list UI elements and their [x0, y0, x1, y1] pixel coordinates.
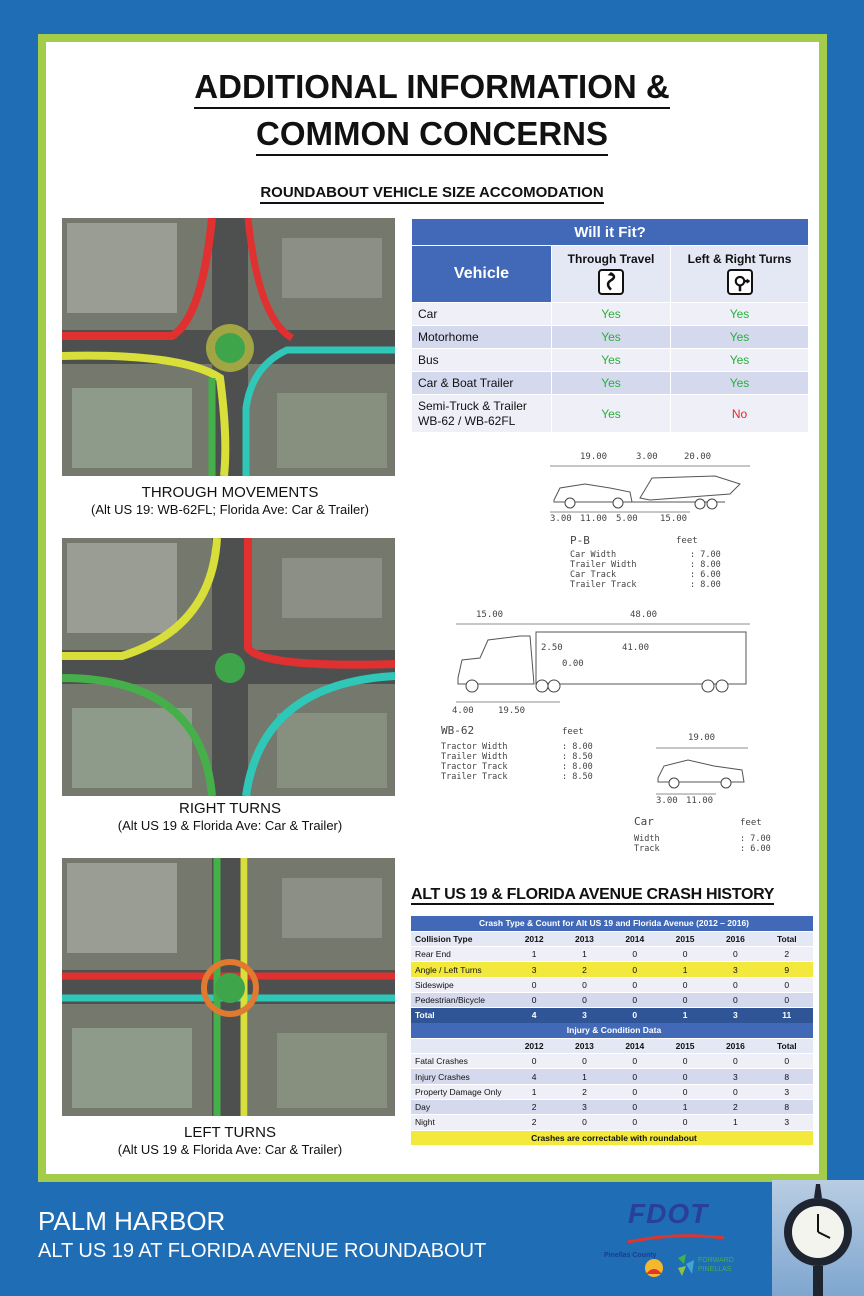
row-label: Night [411, 1115, 509, 1130]
table1-col-3: 2014 [610, 931, 660, 946]
row-value: 0 [610, 1069, 660, 1084]
row-value: 0 [610, 1099, 660, 1114]
row-label: Injury Crashes [411, 1069, 509, 1084]
row-value: 3 [710, 1008, 760, 1023]
caption-right-turns: RIGHT TURNS (Alt US 19 & Florida Ave: Car & Trailer) [117, 800, 343, 833]
row-value: 0 [761, 1054, 813, 1069]
table2-col-4: 2015 [660, 1038, 710, 1053]
row-value: 3 [761, 1115, 813, 1130]
row-value: 0 [509, 992, 559, 1007]
row-label: Fatal Crashes [411, 1054, 509, 1069]
forward-pinellas-icon [676, 1252, 696, 1278]
row-value: 0 [761, 977, 813, 992]
row-value: 1 [559, 947, 609, 962]
fit-row-bus: Bus Yes Yes [412, 349, 809, 372]
row-value: 1 [660, 962, 710, 977]
table-row [411, 1054, 813, 1069]
row-value: 3 [509, 962, 559, 977]
table2-col-1: 2012 [509, 1038, 559, 1053]
row-value: 0 [660, 1054, 710, 1069]
row-value: 0 [610, 1115, 660, 1130]
row-value: 8 [761, 1099, 813, 1114]
table2-col-3: 2014 [610, 1038, 660, 1053]
row-value: 3 [761, 1084, 813, 1099]
table1-col-1: 2012 [509, 931, 559, 946]
fdot-logo: FDOT [628, 1198, 709, 1229]
row-value: 0 [559, 1054, 609, 1069]
row-value: 0 [710, 992, 760, 1007]
table-row [411, 1008, 813, 1023]
table-row [411, 962, 813, 977]
table2-col-0 [411, 1038, 509, 1053]
row-value: 1 [559, 1069, 609, 1084]
turns-icon [727, 269, 753, 295]
row-value: 0 [610, 947, 660, 962]
row-value: 0 [660, 1069, 710, 1084]
will-it-fit-table [411, 218, 809, 433]
row-value: 1 [509, 947, 559, 962]
row-value: 2 [509, 1099, 559, 1114]
row-value: 0 [710, 977, 760, 992]
page-title-line2: COMMON CONCERNS [0, 117, 864, 150]
col-left-right-turns: Left & Right Turns [671, 246, 809, 303]
table-row [411, 1084, 813, 1099]
row-value: 0 [610, 1008, 660, 1023]
row-value: 0 [660, 1115, 710, 1130]
table1-col-6: Total [761, 931, 813, 946]
fdot-swoosh-icon [626, 1234, 726, 1244]
aerial-through-movements [62, 218, 395, 476]
row-value: 1 [509, 1084, 559, 1099]
row-value: 0 [761, 992, 813, 1007]
car-boat-trailer-diagram [540, 458, 760, 518]
row-value: 3 [559, 1008, 609, 1023]
wb62-truck-diagram [450, 618, 760, 708]
table2-col-6: Total [761, 1038, 813, 1053]
row-value: 3 [710, 962, 760, 977]
sun-icon [642, 1254, 666, 1280]
row-value: 2 [761, 947, 813, 962]
fit-row-car: Car Yes Yes [412, 303, 809, 326]
row-value: 4 [509, 1008, 559, 1023]
col-through-travel: Through Travel [552, 246, 671, 303]
footer-project: ALT US 19 AT FLORIDA AVENUE ROUNDABOUT [38, 1240, 487, 1262]
row-value: 0 [559, 992, 609, 1007]
row-value: 0 [660, 977, 710, 992]
car-diagram [652, 744, 752, 800]
crash-history-heading: ALT US 19 & FLORIDA AVENUE CRASH HISTORY [411, 886, 775, 903]
row-value: 3 [559, 1099, 609, 1114]
caption-through: THROUGH MOVEMENTS (Alt US 19: WB-62FL; Florida Ave: Car & Trailer) [91, 484, 369, 517]
table-row [411, 977, 813, 992]
row-value: 0 [660, 992, 710, 1007]
row-value: 2 [559, 962, 609, 977]
row-label: Rear End [411, 947, 509, 962]
row-value: 9 [761, 962, 813, 977]
row-value: 0 [610, 1054, 660, 1069]
row-value: 1 [710, 1115, 760, 1130]
section-subtitle: ROUNDABOUT VEHICLE SIZE ACCOMODATION [0, 184, 864, 201]
table-row [411, 1115, 813, 1130]
row-label: Angle / Left Turns [411, 962, 509, 977]
table-row [411, 947, 813, 962]
table1-col-2: 2013 [559, 931, 609, 946]
injury-condition-table: Injury & Condition Data 2012 2013 2014 2015 2016 Total Fatal Crashes 0 0 0 0 0 0 Injury Crashes 4 1 0 0 3 8 Property Damage Only 1 2 0 0 0 3 Day 2 3 0 1 2 8 Night 2 0 0 0 1 3 Crashes are correctable with roundabout [411, 1023, 813, 1146]
forward-pinellas-logo: FORWARD PINELLAS [698, 1257, 734, 1273]
row-value: 0 [610, 977, 660, 992]
row-value: 1 [660, 1008, 710, 1023]
table1-col-5: 2016 [710, 931, 760, 946]
row-value: 11 [761, 1008, 813, 1023]
row-value: 0 [710, 1084, 760, 1099]
row-label: Day [411, 1099, 509, 1114]
row-value: 0 [710, 947, 760, 962]
row-value: 0 [509, 1054, 559, 1069]
row-value: 0 [710, 1054, 760, 1069]
row-value: 3 [710, 1069, 760, 1084]
table2-col-2: 2013 [559, 1038, 609, 1053]
row-value: 0 [559, 1115, 609, 1130]
aerial-left-turns [62, 858, 395, 1116]
row-value: 0 [610, 992, 660, 1007]
table2-col-5: 2016 [710, 1038, 760, 1053]
row-value: 2 [710, 1099, 760, 1114]
aerial-right-turns [62, 538, 395, 796]
row-value: 8 [761, 1069, 813, 1084]
col-vehicle: Vehicle [412, 246, 552, 303]
crash-footer-note: Crashes are correctable with roundabout [411, 1130, 813, 1145]
page-title-line1: ADDITIONAL INFORMATION & [0, 70, 864, 103]
row-value: 0 [660, 1084, 710, 1099]
clock-photo [772, 1180, 864, 1296]
row-value: 4 [509, 1069, 559, 1084]
row-value: 2 [509, 1115, 559, 1130]
row-value: 2 [559, 1084, 609, 1099]
fit-row-boat-trailer: Car & Boat Trailer Yes Yes [412, 372, 809, 395]
row-value: 0 [660, 947, 710, 962]
row-value: 0 [509, 977, 559, 992]
row-label: Property Damage Only [411, 1084, 509, 1099]
row-value: 1 [660, 1099, 710, 1114]
footer-location: PALM HARBOR [38, 1206, 226, 1236]
row-label: Pedestrian/Bicycle [411, 992, 509, 1007]
through-travel-icon [598, 269, 624, 295]
row-label: Total [411, 1008, 509, 1023]
table-row [411, 992, 813, 1007]
fit-row-semi: Semi-Truck & Trailer WB-62 / WB-62FL Yes No [412, 395, 809, 433]
row-label: Sideswipe [411, 977, 509, 992]
row-value: 0 [610, 1084, 660, 1099]
table1-col-0: Collision Type [411, 931, 509, 946]
table-row [411, 1069, 813, 1084]
row-value: 0 [559, 977, 609, 992]
caption-left-turns: LEFT TURNS (Alt US 19 & Florida Ave: Car & Trailer) [117, 1124, 343, 1157]
table-row [411, 1099, 813, 1114]
fit-table-title: Will it Fit? [412, 219, 809, 246]
crash-type-table: Crash Type & Count for Alt US 19 and Florida Avenue (2012 – 2016) Collision Type 2012 2013 2014 2015 2016 Total Rear End 1 1 0 0 0 2 Angle / Left Turns 3 2 0 1 3 9 Sideswipe 0 0 0 0 0 0 Pedestrian/Bicycle 0 0 0 0 0 0 Total 4 3 0 1 3 11 [411, 916, 813, 1024]
pinellas-county-logo: Pinellas County [604, 1252, 657, 1259]
table1-col-4: 2015 [660, 931, 710, 946]
row-value: 0 [610, 962, 660, 977]
fit-row-motorhome: Motorhome Yes Yes [412, 326, 809, 349]
